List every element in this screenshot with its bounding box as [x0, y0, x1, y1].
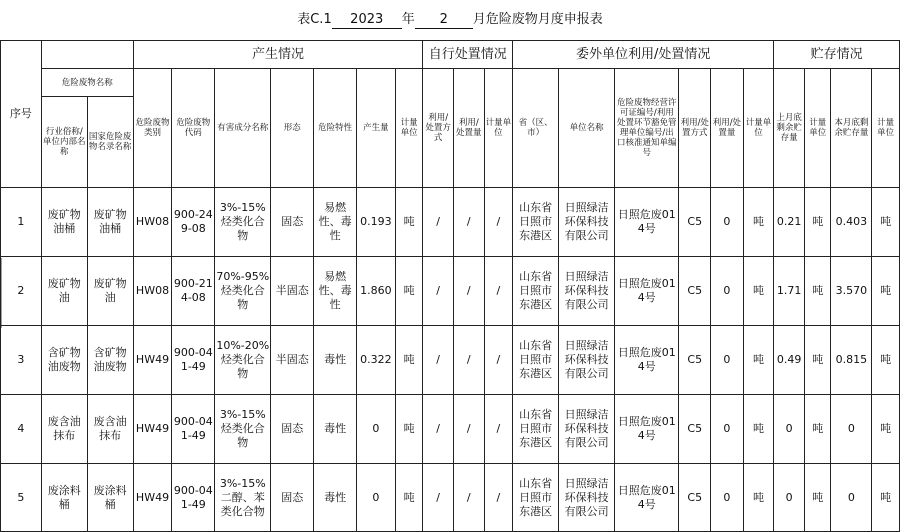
- cell-seq: 5: [1, 464, 42, 532]
- cell-category: HW49: [133, 326, 172, 395]
- cell-method: C5: [679, 188, 711, 257]
- cell-province: 山东省日照市东港区: [513, 395, 559, 464]
- header-component: 有害成分名称: [215, 69, 271, 188]
- cell-industry: 废矿物油桶: [41, 188, 87, 257]
- cell-this-month: 0: [831, 395, 872, 464]
- cell-company: 日照绿洁环保科技有限公司: [559, 188, 615, 257]
- header-form: 形态: [271, 69, 314, 188]
- cell-out-amount: 0: [711, 257, 744, 326]
- cell-license: 日照危废014号: [615, 257, 679, 326]
- cell-self-method: /: [423, 464, 454, 532]
- header-amount: 产生量: [357, 69, 396, 188]
- cell-self-method: /: [423, 395, 454, 464]
- cell-tm-unit: 吨: [872, 257, 900, 326]
- header-blank: [41, 41, 133, 69]
- header-national-name: 国家危险废物名录名称: [87, 97, 133, 188]
- cell-method: C5: [679, 464, 711, 532]
- cell-province: 山东省日照市东港区: [513, 464, 559, 532]
- cell-this-month: 3.570: [831, 257, 872, 326]
- header-code: 危险废物代码: [172, 69, 215, 188]
- cell-last-month: 0.21: [774, 188, 805, 257]
- cell-last-month: 0.49: [774, 326, 805, 395]
- cell-lm-unit: 吨: [804, 188, 831, 257]
- title-prefix: 表C.1: [297, 12, 332, 27]
- header-out-unit: 计量单位: [743, 69, 774, 188]
- cell-self-unit: /: [484, 464, 513, 532]
- cell-amount: 1.860: [357, 257, 396, 326]
- cell-category: HW49: [133, 395, 172, 464]
- header-industry-name: 行业俗称/单位内部名称: [41, 97, 87, 188]
- cell-self-method: /: [423, 257, 454, 326]
- cell-self-method: /: [423, 188, 454, 257]
- cell-self-unit: /: [484, 188, 513, 257]
- cell-license: 日照危废014号: [615, 326, 679, 395]
- cell-out-unit: 吨: [743, 326, 774, 395]
- cell-last-month: 1.71: [774, 257, 805, 326]
- cell-out-unit: 吨: [743, 464, 774, 532]
- cell-form: 固态: [271, 395, 314, 464]
- title-suffix: 月危险废物月度申报表: [472, 12, 603, 27]
- cell-self-unit: /: [484, 257, 513, 326]
- cell-license: 日照危废014号: [615, 395, 679, 464]
- cell-province: 山东省日照市东港区: [513, 257, 559, 326]
- cell-company: 日照绿洁环保科技有限公司: [559, 257, 615, 326]
- cell-out-unit: 吨: [743, 257, 774, 326]
- cell-component: 3%-15%烃类化合物: [215, 188, 271, 257]
- cell-out-amount: 0: [711, 464, 744, 532]
- cell-self-unit: /: [484, 326, 513, 395]
- header-storage: 贮存情况: [774, 41, 900, 69]
- table-row: [1, 395, 900, 464]
- cell-industry: 废含油抹布: [41, 395, 87, 464]
- cell-self-amount: /: [453, 188, 484, 257]
- header-self-unit: 计量单位: [484, 69, 513, 188]
- cell-lm-unit: 吨: [804, 395, 831, 464]
- cell-license: 日照危废014号: [615, 188, 679, 257]
- title-year-unit: 年: [401, 12, 415, 27]
- cell-hazard: 毒性: [314, 395, 357, 464]
- cell-self-amount: /: [453, 257, 484, 326]
- cell-code: 900-041-49: [172, 395, 215, 464]
- cell-hazard: 毒性: [314, 464, 357, 532]
- cell-seq: 4: [1, 395, 42, 464]
- header-lm-unit: 计量单位: [804, 69, 831, 188]
- cell-last-month: 0: [774, 395, 805, 464]
- header-self-amount: 利用/处置量: [453, 69, 484, 188]
- report-title: [0, 0, 900, 40]
- cell-tm-unit: 吨: [872, 464, 900, 532]
- cell-component: 3%-15%二醇、苯类化合物: [215, 464, 271, 532]
- cell-national: 废矿物油桶: [87, 188, 133, 257]
- cell-province: 山东省日照市东港区: [513, 188, 559, 257]
- table-row: [1, 326, 900, 395]
- title-year: 2023: [332, 12, 402, 29]
- table-row: [1, 188, 900, 257]
- cell-component: 3%-15%烃类化合物: [215, 395, 271, 464]
- cell-hazard: 易燃性、毒性: [314, 188, 357, 257]
- cell-category: HW08: [133, 257, 172, 326]
- header-license: 危险废物经营许可证编号/利用处置环节豁免管理单位编号/出口核准通知单编号: [615, 69, 679, 188]
- header-hazard: 危险特性: [314, 69, 357, 188]
- cell-unit: 吨: [395, 395, 423, 464]
- cell-self-amount: /: [453, 464, 484, 532]
- cell-code: 900-041-49: [172, 464, 215, 532]
- cell-code: 900-214-08: [172, 257, 215, 326]
- header-generation: 产生情况: [133, 41, 423, 69]
- cell-unit: 吨: [395, 464, 423, 532]
- cell-method: C5: [679, 395, 711, 464]
- cell-industry: 废矿物油: [41, 257, 87, 326]
- cell-lm-unit: 吨: [804, 326, 831, 395]
- cell-tm-unit: 吨: [872, 326, 900, 395]
- cell-tm-unit: 吨: [872, 188, 900, 257]
- cell-company: 日照绿洁环保科技有限公司: [559, 395, 615, 464]
- header-self-method: 利用/处置方式: [423, 69, 454, 188]
- header-last-month-storage: 上月底剩余贮存量: [774, 69, 805, 188]
- cell-form: 半固态: [271, 257, 314, 326]
- cell-amount: 0.193: [357, 188, 396, 257]
- cell-method: C5: [679, 257, 711, 326]
- header-seq: 序号: [1, 41, 42, 188]
- cell-code: 900-041-49: [172, 326, 215, 395]
- cell-self-method: /: [423, 326, 454, 395]
- cell-tm-unit: 吨: [872, 395, 900, 464]
- cell-this-month: 0.403: [831, 188, 872, 257]
- cell-national: 废矿物油: [87, 257, 133, 326]
- cell-out-amount: 0: [711, 326, 744, 395]
- table-row: [1, 257, 900, 326]
- cell-form: 半固态: [271, 326, 314, 395]
- cell-lm-unit: 吨: [804, 464, 831, 532]
- cell-lm-unit: 吨: [804, 257, 831, 326]
- header-province: 省（区、市）: [513, 69, 559, 188]
- cell-unit: 吨: [395, 188, 423, 257]
- cell-national: 含矿物油废物: [87, 326, 133, 395]
- cell-province: 山东省日照市东港区: [513, 326, 559, 395]
- cell-unit: 吨: [395, 257, 423, 326]
- cell-out-amount: 0: [711, 188, 744, 257]
- cell-national: 废含油抹布: [87, 395, 133, 464]
- header-this-month-storage: 本月底剩余贮存量: [831, 69, 872, 188]
- cell-category: HW49: [133, 464, 172, 532]
- cell-amount: 0: [357, 395, 396, 464]
- cell-component: 70%-95%烃类化合物: [215, 257, 271, 326]
- cell-code: 900-249-08: [172, 188, 215, 257]
- header-self-disposal: 自行处置情况: [423, 41, 513, 69]
- title-month: 2: [415, 12, 473, 29]
- header-tm-unit: 计量单位: [872, 69, 900, 188]
- cell-amount: 0: [357, 464, 396, 532]
- cell-hazard: 毒性: [314, 326, 357, 395]
- cell-amount: 0.322: [357, 326, 396, 395]
- cell-company: 日照绿洁环保科技有限公司: [559, 326, 615, 395]
- cell-out-amount: 0: [711, 395, 744, 464]
- cell-component: 10%-20%烃类化合物: [215, 326, 271, 395]
- header-gen-unit: 计量单位: [395, 69, 423, 188]
- cell-this-month: 0.815: [831, 326, 872, 395]
- cell-method: C5: [679, 326, 711, 395]
- header-outsourced: 委外单位利用/处置情况: [513, 41, 774, 69]
- cell-national: 废涂料桶: [87, 464, 133, 532]
- declaration-table: [0, 40, 900, 532]
- cell-form: 固态: [271, 188, 314, 257]
- cell-form: 固态: [271, 464, 314, 532]
- header-category: 危险废物类别: [133, 69, 172, 188]
- cell-self-amount: /: [453, 326, 484, 395]
- header-company: 单位名称: [559, 69, 615, 188]
- cell-company: 日照绿洁环保科技有限公司: [559, 464, 615, 532]
- header-out-amount: 利用/处置量: [711, 69, 744, 188]
- cell-industry: 废涂料桶: [41, 464, 87, 532]
- cell-seq: 1: [1, 188, 42, 257]
- cell-license: 日照危废014号: [615, 464, 679, 532]
- cell-this-month: 0: [831, 464, 872, 532]
- cell-seq: 2: [1, 257, 42, 326]
- header-waste-name: 危险废物名称: [41, 69, 133, 97]
- cell-hazard: 易燃性、毒性: [314, 257, 357, 326]
- cell-seq: 3: [1, 326, 42, 395]
- cell-unit: 吨: [395, 326, 423, 395]
- cell-last-month: 0: [774, 464, 805, 532]
- header-out-method: 利用/处置方式: [679, 69, 711, 188]
- cell-out-unit: 吨: [743, 395, 774, 464]
- cell-self-unit: /: [484, 395, 513, 464]
- cell-self-amount: /: [453, 395, 484, 464]
- table-row: [1, 464, 900, 532]
- cell-industry: 含矿物油废物: [41, 326, 87, 395]
- cell-out-unit: 吨: [743, 188, 774, 257]
- cell-category: HW08: [133, 188, 172, 257]
